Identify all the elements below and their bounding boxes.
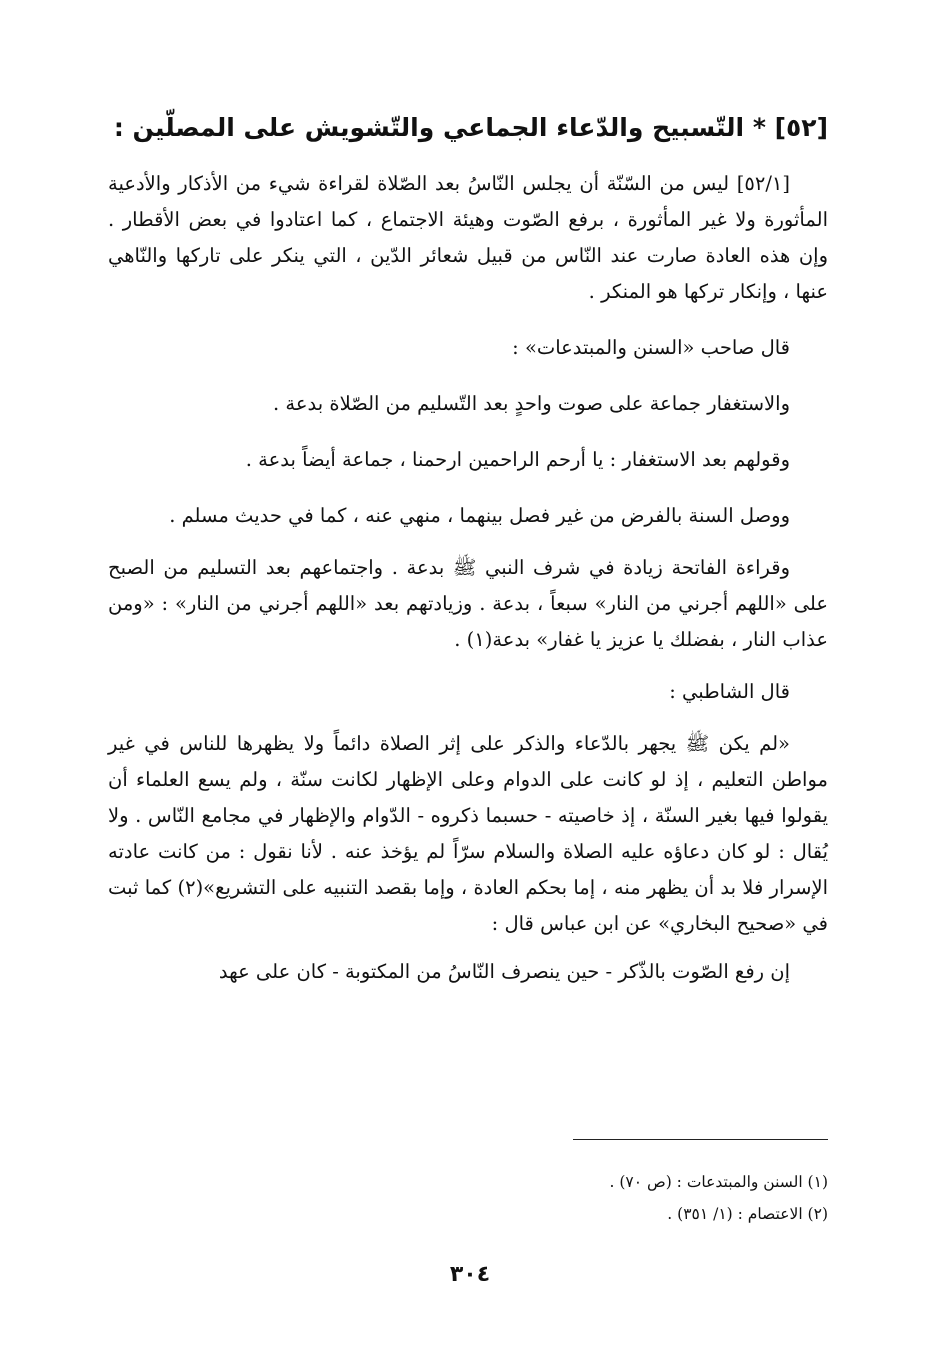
- paragraph-intro: [٥٢/١] ليس من السّنّة أن يجلس النّاسُ بعد الصّلاة لقراءة شيء من الأذكار والأدعية المأثورة ولا غير المأثورة ، برفع الصّوت وهيئة الاجتماع ، كما اعتادوا في بعض الأقطار . وإن هذه العادة صارت عند النّاس من قبيل شعائر الدّين ، التي ينكر على تاركها والنّاهي عنها ، وإنكار تركها هو المنكر .: [108, 172, 828, 303]
- footnote-2: (٢) الاعتصام : (١/ ٣٥١) .: [667, 1205, 828, 1223]
- main-text: [108, 166, 828, 990]
- paragraph-shatibi-intro: قال الشاطبي :: [669, 680, 790, 703]
- footnotes: [328, 1166, 828, 1230]
- paragraph-source-attribution: قال صاحب «السنن والمبتدعات» :: [512, 336, 790, 359]
- footnote-divider: [573, 1139, 828, 1140]
- paragraph-fatiha: وقراءة الفاتحة زيادة في شرف النبي ﷺ بدعة . واجتماعهم بعد التسليم من الصبح على «اللهم أجرني من النار» سبعاً ، بدعة . وزيادتهم بعد «اللهم أجرني من النار» : «ومن عذاب النار ، بفضلك يا عزيز يا غفار» بدعة(١) .: [108, 556, 828, 651]
- section-heading: [٥٢] * التّسبيح والدّعاء الجماعي والتّشويش على المصلّين :: [113, 113, 828, 142]
- paragraph-istighfar: والاستغفار جماعة على صوت واحدٍ بعد التّسليم من الصّلاة بدعة .: [273, 392, 790, 415]
- footnote-1: (١) السنن والمبتدعات : (ص ٧٠) .: [609, 1173, 828, 1191]
- paragraph-shatibi-quote: «لم يكن ﷺ يجهر بالدّعاء والذكر على إثر الصلاة دائماً ولا يظهرها للناس في غير مواطن التعليم ، إذ لو كانت على الدوام وعلى الإظهار لكانت سنّة ، ولم يسع العلماء أن يقولوا فيها بغير السنّة ، إذ خاصيته - حسبما ذكروه - الدّوام والإظهار في مجامع النّاس . ولا يُقال : لو كان دعاؤه عليه الصلاة والسلام سرّاً لم يؤخذ عنه . لأنا نقول : من كانت عادته الإسرار فلا بد أن يظهر منه ، إما بحكم العادة ، وإما بقصد التنبيه على التشريع»(٢) كما ثبت في «صحيح البخاري» عن ابن عباس قال :: [108, 732, 828, 935]
- page-number: ٣٠٤: [449, 1262, 491, 1287]
- paragraph-ibn-abbas: إن رفع الصّوت بالذّكر - حين ينصرف النّاسُ من المكتوبة - كان على عهد: [218, 960, 790, 983]
- paragraph-arham: وقولهم بعد الاستغفار : يا أرحم الراحمين ارحمنا ، جماعة أيضاً بدعة .: [245, 448, 790, 471]
- paragraph-wasl-sunnah: ووصل السنة بالفرض من غير فصل بينهما ، منهي عنه ، كما في حديث مسلم .: [169, 504, 790, 527]
